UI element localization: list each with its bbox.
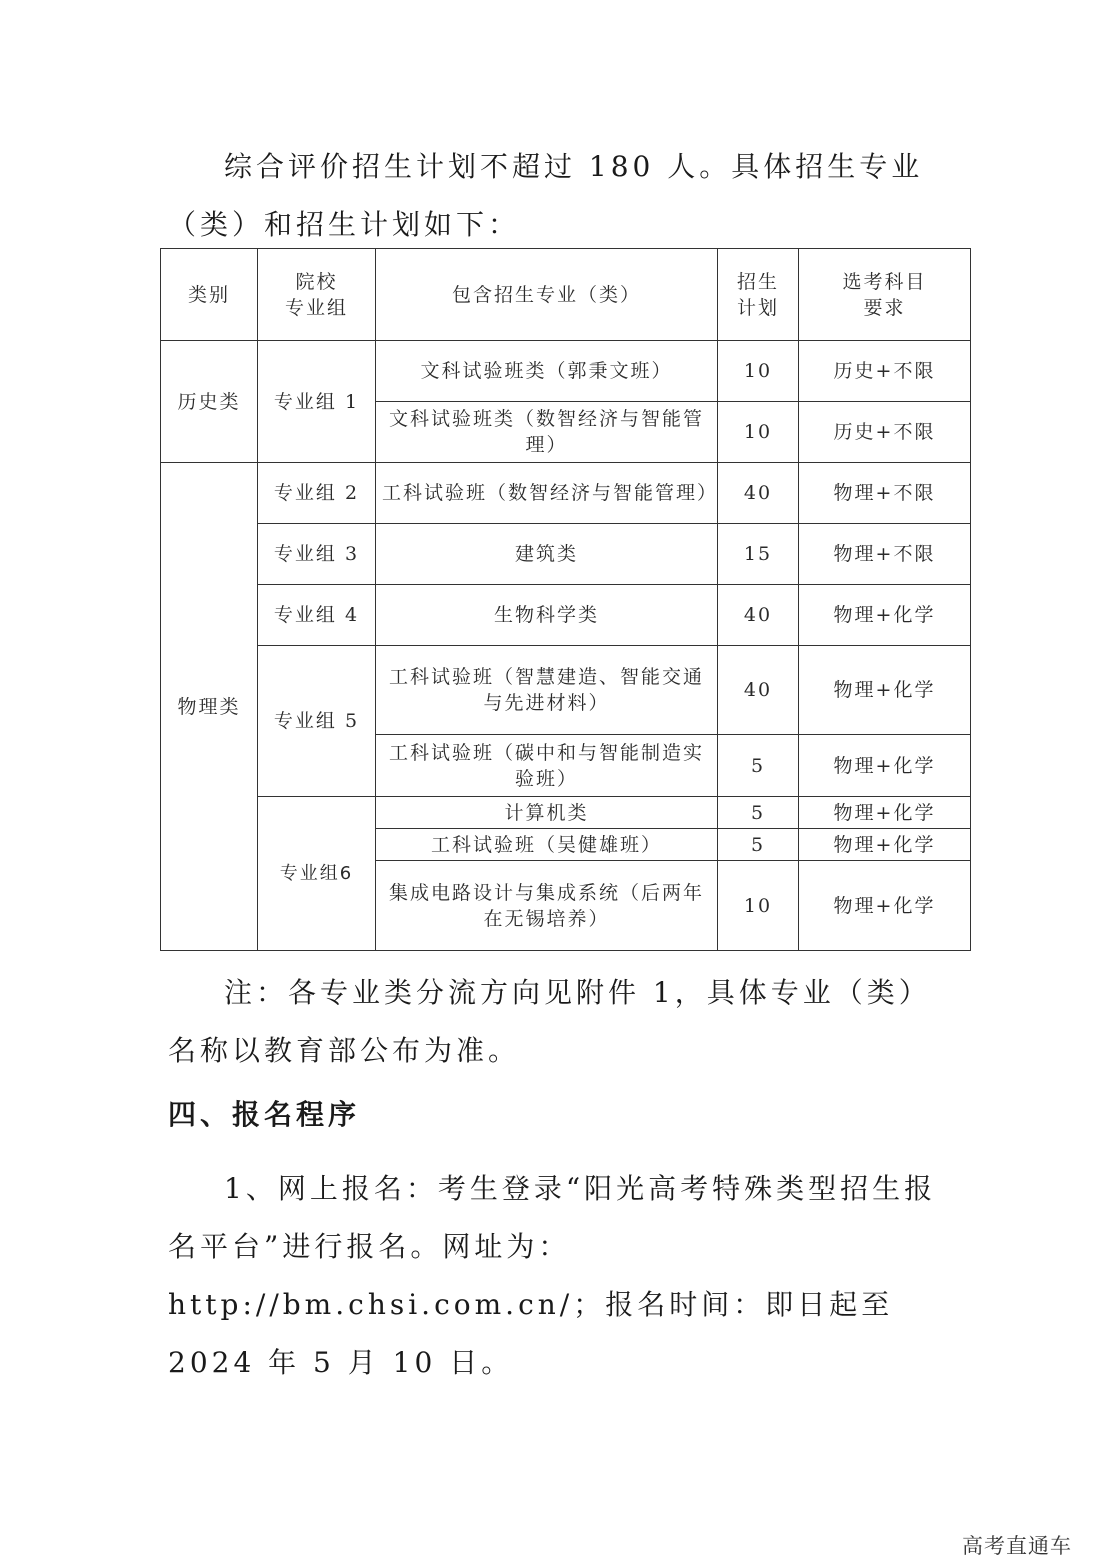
header-group (258, 249, 376, 341)
table-header-row (161, 249, 971, 341)
group-2: 专业组 2 (258, 463, 376, 524)
requirement-cell: 物理+不限 (799, 463, 971, 524)
major-cell: 生物科学类 (376, 585, 718, 646)
plan-cell: 10 (718, 861, 799, 951)
plan-cell: 5 (718, 829, 799, 861)
header-requirement (799, 249, 971, 341)
plan-cell: 15 (718, 524, 799, 585)
admission-plan-table (160, 248, 971, 951)
note-paragraph: 注：各专业类分流方向见附件 1，具体专业（类）名称以教育部公布为准。 (168, 976, 931, 1067)
watermark: 高考直通车 (962, 1534, 1072, 1558)
major-cell: 工科试验班（碳中和与智能制造实验班） (376, 735, 718, 797)
requirement-cell: 物理+化学 (799, 861, 971, 951)
requirement-cell: 历史+不限 (799, 402, 971, 463)
table-row (161, 585, 971, 646)
group-5: 专业组 5 (258, 646, 376, 797)
header-plan-line-2: 计划 (736, 296, 779, 319)
requirement-cell: 物理+化学 (799, 797, 971, 829)
major-cell: 文科试验班类（郭秉文班） (376, 341, 718, 402)
major-cell: 计算机类 (376, 797, 718, 829)
group-1: 专业组 1 (258, 341, 376, 463)
plan-cell: 5 (718, 735, 799, 797)
major-cell: 文科试验班类（数智经济与智能管理） (376, 402, 718, 463)
table-row (161, 463, 971, 524)
major-cell: 建筑类 (376, 524, 718, 585)
header-group-line-1: 院校 (295, 270, 338, 293)
table-row (161, 797, 971, 829)
major-cell: 工科试验班（吴健雄班） (376, 829, 718, 861)
header-category: 类别 (161, 249, 258, 341)
group-6: 专业组6 (258, 797, 376, 951)
header-group-line-2: 专业组 (284, 296, 348, 319)
requirement-cell: 物理+化学 (799, 646, 971, 735)
major-cell: 工科试验班（智慧建造、智能交通与先进材料） (376, 646, 718, 735)
category-history: 历史类 (161, 341, 258, 463)
table-row (161, 341, 971, 402)
requirement-cell: 物理+化学 (799, 735, 971, 797)
table-row (161, 524, 971, 585)
plan-cell: 10 (718, 402, 799, 463)
plan-cell: 40 (718, 463, 799, 524)
category-physics: 物理类 (161, 463, 258, 951)
requirement-cell: 物理+化学 (799, 829, 971, 861)
requirement-cell: 历史+不限 (799, 341, 971, 402)
group-3: 专业组 3 (258, 524, 376, 585)
section-heading: 四、报名程序 (168, 1098, 361, 1131)
table-row (161, 646, 971, 735)
plan-cell: 40 (718, 585, 799, 646)
plan-cell: 10 (718, 341, 799, 402)
requirement-cell: 物理+化学 (799, 585, 971, 646)
header-plan (718, 249, 799, 341)
major-cell: 集成电路设计与集成系统（后两年在无锡培养） (376, 861, 718, 951)
header-plan-line-1: 招生 (736, 270, 779, 293)
header-req-line-1: 选考科目 (842, 270, 927, 293)
intro-paragraph: 综合评价招生计划不超过 180 人。具体招生专业（类）和招生计划如下： (168, 150, 924, 241)
requirement-cell: 物理+不限 (799, 524, 971, 585)
plan-cell: 40 (718, 646, 799, 735)
header-req-line-2: 要求 (863, 296, 906, 319)
group-4: 专业组 4 (258, 585, 376, 646)
registration-paragraph: 1、网上报名：考生登录“阳光高考特殊类型招生报名平台”进行报名。网址为：http://bm.chsi.com.cn/；报名时间：即日起至 2024 年 5 月 10 日。 (168, 1172, 937, 1379)
plan-cell: 5 (718, 797, 799, 829)
header-majors: 包含招生专业（类） (376, 249, 718, 341)
major-cell: 工科试验班（数智经济与智能管理） (376, 463, 718, 524)
